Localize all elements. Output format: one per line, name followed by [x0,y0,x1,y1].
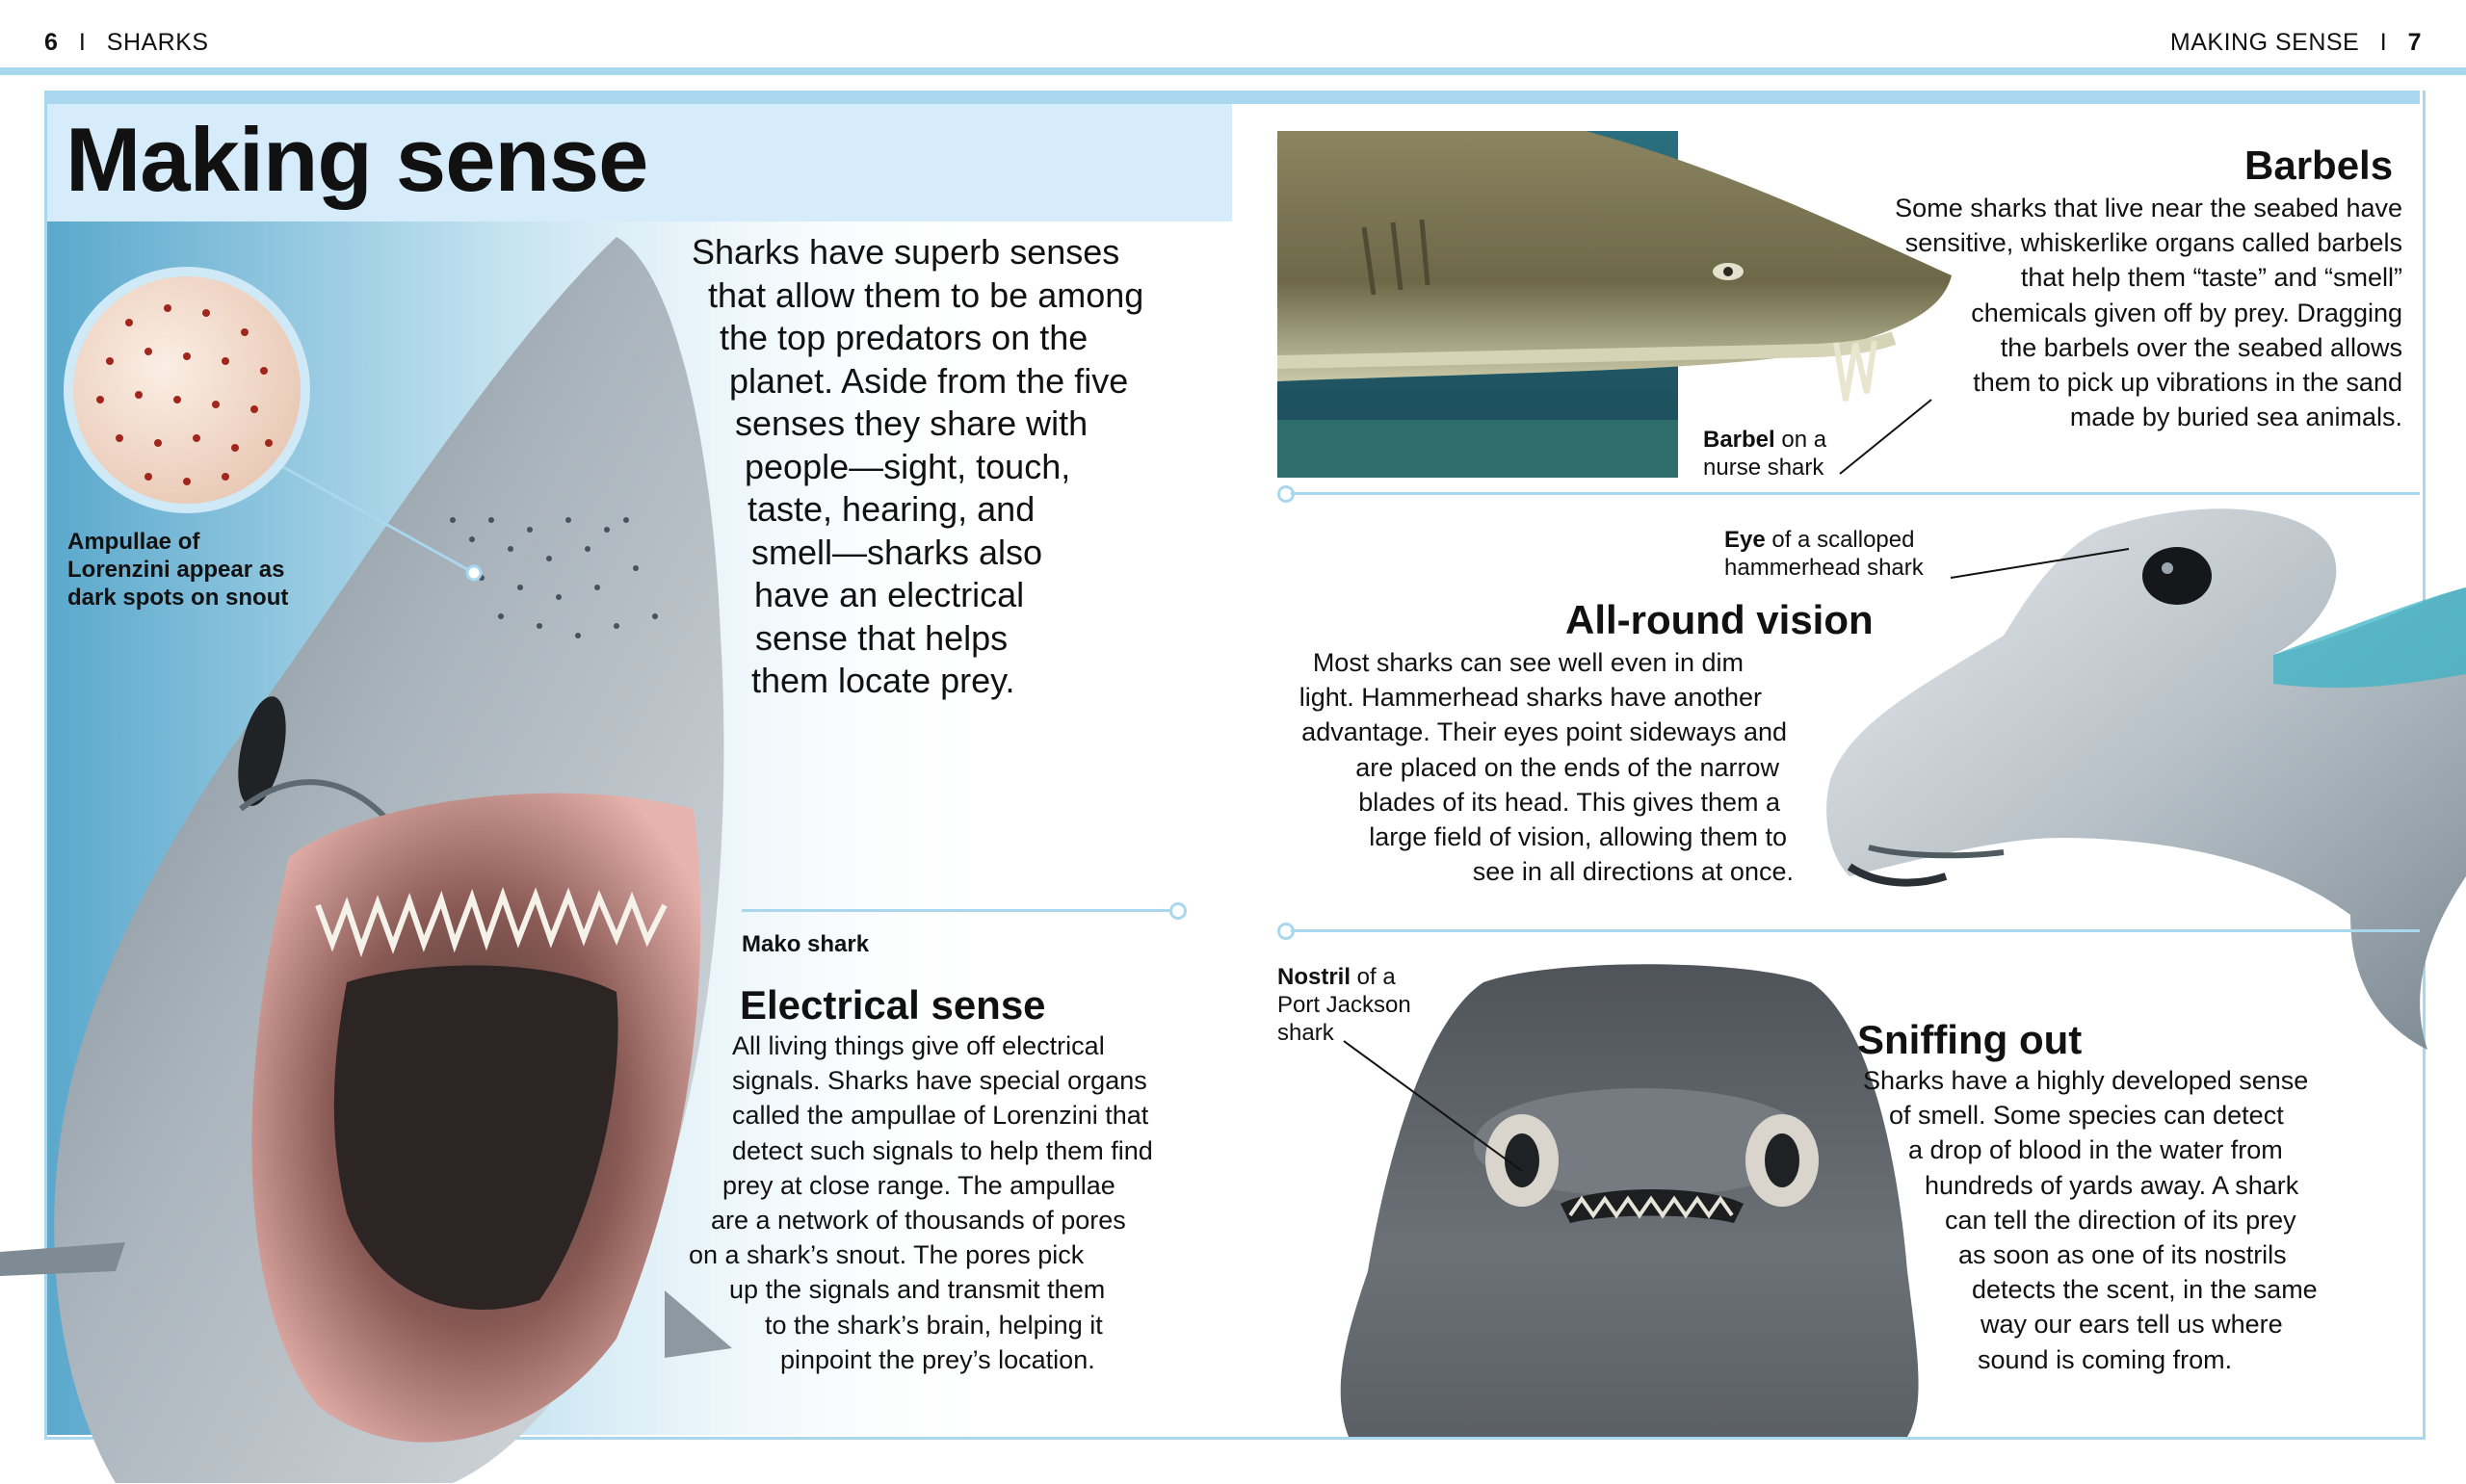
intro-paragraph: Sharks have superb senses that allow them to be among the top predators on the planet. Aside from the five senses they share with people—sight, touch, taste, hearing, and smell—sharks also have an electrical sense that helps them locate prey. [692,232,1144,700]
electrical-heading: Electrical sense [740,982,1046,1028]
left-running-head [44,29,209,57]
frame-top-band [44,91,2420,104]
barbels-paragraph: Some sharks that live near the seabed have sensitive, whiskerlike organs called barbels that help them “taste” and “smell” chemicals given off by prey. Dragging the barbels over the seabed allows them to pick up vibrations in the sand made by buried sea animals. [1895,194,2402,432]
ampullae-caption: Ampullae of Lorenzini appear as dark spots on snout [67,529,289,611]
left-page-number: 6 [44,29,59,56]
right-page-number: 7 [2407,29,2422,56]
vision-divider [1291,929,2420,932]
eye-caption: Eye of a scalloped hammerhead shark [1724,527,1924,581]
right-section-label: MAKING SENSE [2169,29,2360,56]
page-title: Making sense [66,109,648,210]
mako-divider-end [1169,902,1187,920]
left-section-label: SHARKS [106,29,209,56]
barbels-heading: Barbels [2244,143,2394,188]
mako-caption: Mako shark [742,931,870,957]
right-running-head [2170,29,2422,57]
barbel-caption: Barbel on a nurse shark [1703,427,1827,481]
electrical-paragraph: All living things give off electrical signals. Sharks have special organs called the ampullae of Lorenzini that detect such signals to help them find prey at close range. The ampullae are a network of thousands of pores on a shark’s snout. The pores pick up the signals and transmit them to the shark’s brain, helping it pinpoint the prey’s location. [689,1031,1153,1374]
nostril-pointer [1339,1036,1532,1181]
vision-heading: All-round vision [1565,597,1874,642]
vision-paragraph: Most sharks can see well even in dim light. Hammerhead sharks have another advantage. Their eyes point sideways and are placed on the ends of the narrow blades of its head. This gives them a large field of vision, allowing them to see in all directions at once. [1299,648,1794,887]
header-rule [0,67,2466,75]
nostril-caption: Nostril of a Port Jackson shark [1277,964,1411,1046]
eye-pointer [1946,539,2138,587]
mako-divider [742,909,1177,912]
sniffing-paragraph: Sharks have a highly developed sense of smell. Some species can detect a drop of blood in the water from hundreds of yards away. A shark can tell the direction of its prey as soon as one of its nostrils detects the scent, in the same way our ears tell us where sound is coming from. [1863,1066,2318,1374]
sniffing-heading: Sniffing out [1857,1017,2083,1062]
right-separator: I [2379,29,2388,56]
left-separator: I [78,29,87,56]
